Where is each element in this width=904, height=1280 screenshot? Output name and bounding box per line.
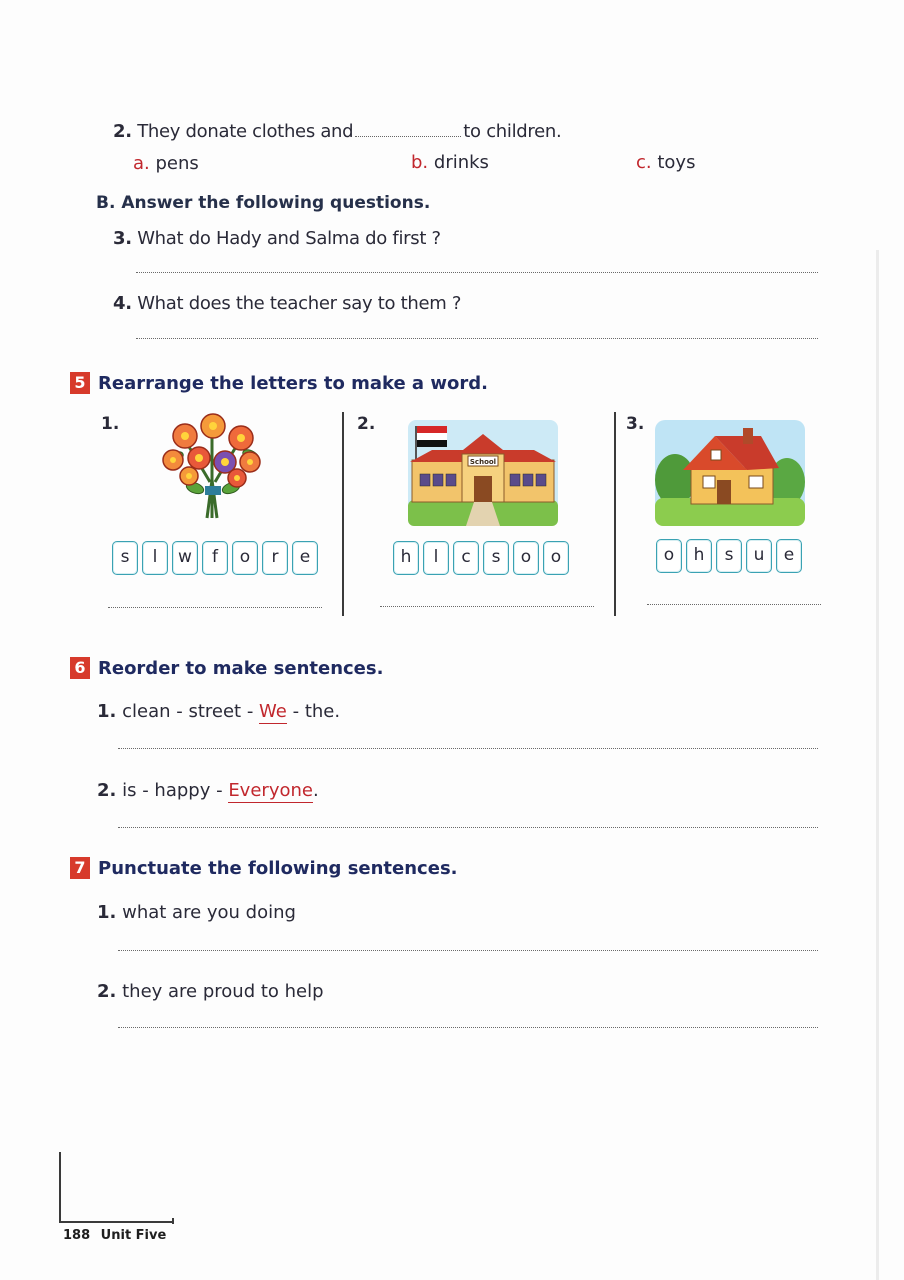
school-sign-text: School: [469, 458, 497, 466]
page-edge: [876, 250, 879, 1280]
footer-rule: [172, 1218, 174, 1224]
option-b[interactable]: b. drinks: [411, 152, 489, 173]
answer-line-word-2[interactable]: [380, 606, 594, 607]
letter-tile: s: [483, 541, 509, 575]
letter-tiles-2: [393, 541, 569, 575]
section-number-badge: 7: [70, 857, 90, 879]
section-title: Reorder to make sentences.: [98, 657, 384, 679]
answer-line-punctuate-1[interactable]: [118, 950, 818, 951]
section-5-heading: [70, 372, 488, 394]
answer-line-reorder-1[interactable]: [118, 748, 818, 749]
footer-rule: [59, 1152, 61, 1222]
section-7-heading: [70, 857, 458, 879]
letter-tile: l: [142, 541, 168, 575]
answer-line-3[interactable]: [136, 272, 818, 273]
blank-line[interactable]: [355, 136, 461, 137]
letter-tile: l: [423, 541, 449, 575]
section-title: Punctuate the following sentences.: [98, 857, 458, 879]
flower-bouquet-image: [155, 410, 270, 522]
answer-line-4[interactable]: [136, 338, 818, 339]
letter-tile: u: [746, 539, 772, 573]
house-image: [655, 420, 805, 526]
footer: [63, 1228, 166, 1243]
letter-tile: o: [232, 541, 258, 575]
letter-tiles-3: [656, 539, 802, 573]
letter-tile: h: [686, 539, 712, 573]
reorder-item-2: 2. is - happy - Everyone.: [97, 780, 319, 801]
punctuate-item-2: 2. they are proud to help: [97, 981, 324, 1002]
section-title: Rearrange the letters to make a word.: [98, 372, 488, 394]
item-number: 3.: [626, 414, 645, 434]
section-6-heading: [70, 657, 383, 679]
letter-tile: o: [543, 541, 569, 575]
question-3: 3. What do Hady and Salma do first ?: [113, 228, 441, 249]
footer-rule: [59, 1221, 173, 1223]
school-building-image: [408, 420, 558, 526]
letter-tile: o: [513, 541, 539, 575]
letter-tile: s: [112, 541, 138, 575]
letter-tile: s: [716, 539, 742, 573]
question-4: 4. What does the teacher say to them ?: [113, 293, 462, 314]
capitalized-word: Everyone: [228, 780, 313, 801]
reorder-item-1: 1. clean - street - We - the.: [97, 701, 341, 722]
letter-tile: e: [292, 541, 318, 575]
item-number: 1.: [101, 414, 120, 434]
question-number: 2.: [113, 121, 132, 142]
letter-tile: w: [172, 541, 198, 575]
letter-tile: o: [656, 539, 682, 573]
letter-tile: f: [202, 541, 228, 575]
option-c[interactable]: c. toys: [636, 152, 696, 173]
letter-tile: e: [776, 539, 802, 573]
answer-line-punctuate-2[interactable]: [118, 1027, 818, 1028]
section-number-badge: 6: [70, 657, 90, 679]
answer-line-word-3[interactable]: [647, 604, 821, 605]
question-2: [113, 121, 561, 142]
punctuate-item-1: 1. what are you doing: [97, 902, 296, 923]
letter-tile: c: [453, 541, 479, 575]
column-divider: [342, 412, 344, 616]
column-divider: [614, 412, 616, 616]
option-a[interactable]: a. pens: [133, 153, 199, 174]
unit-label: Unit Five: [100, 1228, 167, 1243]
answer-line-word-1[interactable]: [108, 607, 322, 608]
capitalized-word: We: [259, 701, 287, 722]
page-number: 188: [63, 1228, 91, 1243]
letter-tile: h: [393, 541, 419, 575]
question-text: They donate clothes and: [137, 121, 354, 142]
part-b-heading: B. Answer the following questions.: [96, 193, 431, 213]
item-number: 2.: [357, 414, 376, 434]
section-number-badge: 5: [70, 372, 90, 394]
letter-tile: r: [262, 541, 288, 575]
letter-tiles-1: [112, 541, 318, 575]
question-text-end: to children.: [463, 121, 562, 142]
answer-line-reorder-2[interactable]: [118, 827, 818, 828]
